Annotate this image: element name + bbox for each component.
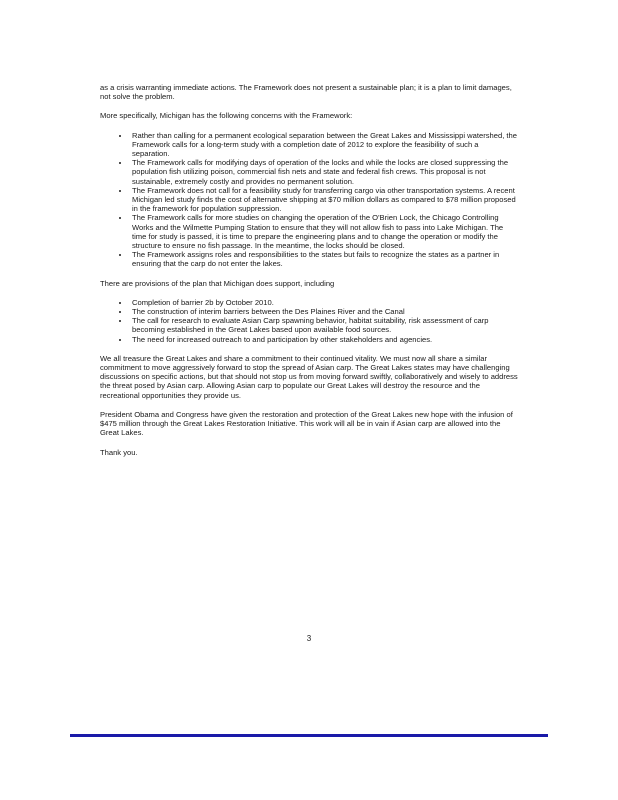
list-item: • The Framework calls for more studies on changing the operation of the O'Brien Lock, the Chicago Controlling Works and the Wilmette Pumping Station to ensure that they will not allow fish to pass into Lake Michigan. The time for study is passed, it is time to prepare the engineering plans and to change the operation or modify the structure to ensure no fish passage. In the meantime, the locks should be closed. [130, 213, 518, 250]
list-item: • The need for increased outreach to and participation by other stakeholders and agencies. [130, 335, 518, 344]
page-number: 3 [306, 634, 312, 643]
list-item: • Rather than calling for a permanent ecological separation between the Great Lakes and Mississippi watershed, the Framework calls for a long-term study with a completion date of 2012 to explore the feasibility of such a separation. [130, 131, 518, 159]
footer-divider [70, 734, 548, 737]
list-item: • The call for research to evaluate Asian Carp spawning behavior, habitat suitability, risk assessment of carp becoming established in the Great Lakes based upon available food sources. [130, 316, 518, 334]
support-intro: There are provisions of the plan that Michigan does support, including [100, 278, 335, 288]
support-list [100, 298, 518, 344]
list-item: • The Framework calls for modifying days of operation of the locks and while the locks are closed suppressing the population fish utilizing poison, commercial fish nets and state and federal fish crews. This proposal is not sustainable, extremely costly and provides no permanent solution. [130, 158, 518, 186]
obama-paragraph: President Obama and Congress have given the restoration and protection of the Great Lakes new hope with the infusion of $475 million through the Great Lakes Restoration Initiative. This work will all be in vain if Asian carp are allowed into the Great Lakes. [100, 409, 513, 438]
treasure-paragraph: We all treasure the Great Lakes and share a commitment to their continued vitality. We must now all share a similar commitment to move aggressively forward to stop the spread of Asian carp. The Great Lakes states may have challenging discussions on specific actions, but that should not stop us from moving forward swiftly, collaboratively and wisely to address the threat posed by Asian carp. Allowing Asian carp to populate our Great Lakes will destroy the resource and the recreational opportunities they provide us. [100, 353, 518, 400]
document-body [100, 83, 518, 467]
list-item: • The Framework does not call for a feasibility study for transferring cargo via other transportation systems. A recent Michigan led study finds the cost of alternative shipping at $70 million dollars as compared to $78 million proposed in the framework for population suppression. [130, 186, 518, 214]
concerns-list [100, 131, 518, 269]
list-item: • The construction of interim barriers between the Des Plaines River and the Canal [130, 307, 518, 316]
list-item: • The Framework assigns roles and responsibilities to the states but fails to recognize the states as a partner in ensuring that the carp do not enter the lakes. [130, 250, 518, 268]
list-item: • Completion of barrier 2b by October 2010. [130, 298, 518, 307]
intro-paragraph: as a crisis warranting immediate actions. The Framework does not present a sustainable plan; it is a plan to limit damages, not solve the problem. [100, 83, 512, 102]
concerns-intro: More specifically, Michigan has the following concerns with the Framework: [100, 111, 353, 121]
closing-text: Thank you. [100, 447, 138, 457]
